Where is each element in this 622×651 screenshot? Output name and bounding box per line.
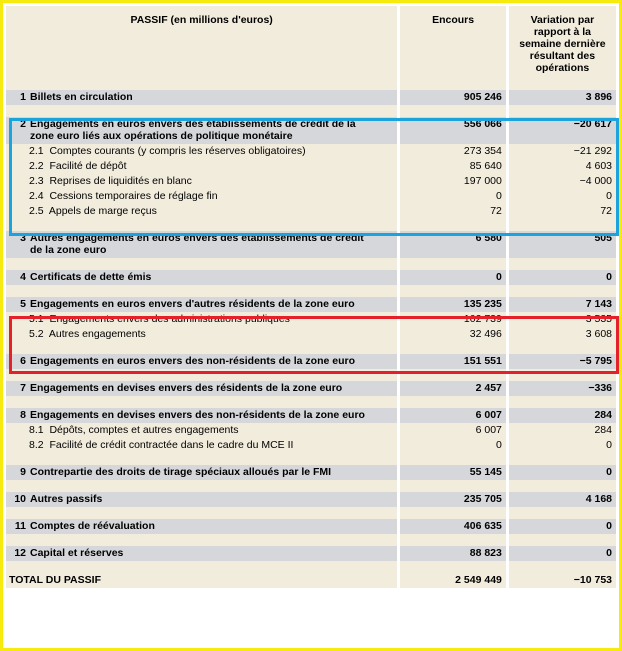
table-row: 1 Billets en circulation 905 246 3 896 bbox=[6, 90, 616, 105]
table-row: 8.1 Dépôts, comptes et autres engagements 6 007 284 bbox=[6, 423, 616, 438]
table-row: 10 Autres passifs 235 705 4 168 bbox=[6, 492, 616, 507]
table-row: 6 Engagements en euros envers des non-résidents de la zone euro 151 551 −5 795 bbox=[6, 354, 616, 369]
table-row: 5 Engagements en euros envers d'autres résidents de la zone euro 135 235 7 143 bbox=[6, 297, 616, 312]
table-row: 5.1 Engagements envers des administrations publiques 102 739 3 535 bbox=[6, 312, 616, 327]
table-row: 5.2 Autres engagements 32 496 3 608 bbox=[6, 327, 616, 342]
spacer bbox=[6, 219, 616, 231]
table-row: 11 Comptes de réévaluation 406 635 0 bbox=[6, 519, 616, 534]
spacer bbox=[6, 258, 616, 270]
table-row: 12 Capital et réserves 88 823 0 bbox=[6, 546, 616, 561]
spacer bbox=[6, 105, 616, 117]
spacer bbox=[6, 480, 616, 492]
table-row: 8.2 Facilité de crédit contractée dans le cadre du MCE II 0 0 bbox=[6, 438, 616, 453]
table-row: 2.3 Reprises de liquidités en blanc 197 000 −4 000 bbox=[6, 174, 616, 189]
header-variation: Variation par rapport à la semaine dernière résultant des opérations bbox=[507, 6, 616, 90]
header-encours: Encours bbox=[399, 6, 508, 90]
table-row: 2.2 Facilité de dépôt 85 640 4 603 bbox=[6, 159, 616, 174]
table-row: 2 Engagements en euros envers des établissements de crédit de la zone euro liés aux opérations de politique monétaire 556 066 −20 617 bbox=[6, 117, 616, 144]
spacer bbox=[6, 396, 616, 408]
table-header bbox=[6, 6, 616, 90]
spacer bbox=[6, 534, 616, 546]
spacer bbox=[6, 369, 616, 381]
table-row: 7 Engagements en devises envers des résidents de la zone euro 2 457 −336 bbox=[6, 381, 616, 396]
table-row: 8 Engagements en devises envers des non-résidents de la zone euro 6 007 284 bbox=[6, 408, 616, 423]
spacer bbox=[6, 285, 616, 297]
table-row: 4 Certificats de dette émis 0 0 bbox=[6, 270, 616, 285]
table-row: 2.4 Cessions temporaires de réglage fin 0 0 bbox=[6, 189, 616, 204]
spacer bbox=[6, 507, 616, 519]
table-row: 2.5 Appels de marge reçus 72 72 bbox=[6, 204, 616, 219]
balance-sheet bbox=[6, 6, 616, 646]
table-row: 2.1 Comptes courants (y compris les réserves obligatoires) 273 354 −21 292 bbox=[6, 144, 616, 159]
spacer bbox=[6, 561, 616, 573]
table-row: 3 Autres engagements en euros envers des établissements de crédit de la zone euro 6 580 505 bbox=[6, 231, 616, 258]
total-row: TOTAL DU PASSIF 2 549 449 −10 753 bbox=[6, 573, 616, 588]
spacer bbox=[6, 453, 616, 465]
header-passif: PASSIF (en millions d'euros) bbox=[6, 6, 399, 90]
passif-table bbox=[6, 6, 616, 588]
table-row: 9 Contrepartie des droits de tirage spéciaux alloués par le FMI 55 145 0 bbox=[6, 465, 616, 480]
spacer bbox=[6, 342, 616, 354]
